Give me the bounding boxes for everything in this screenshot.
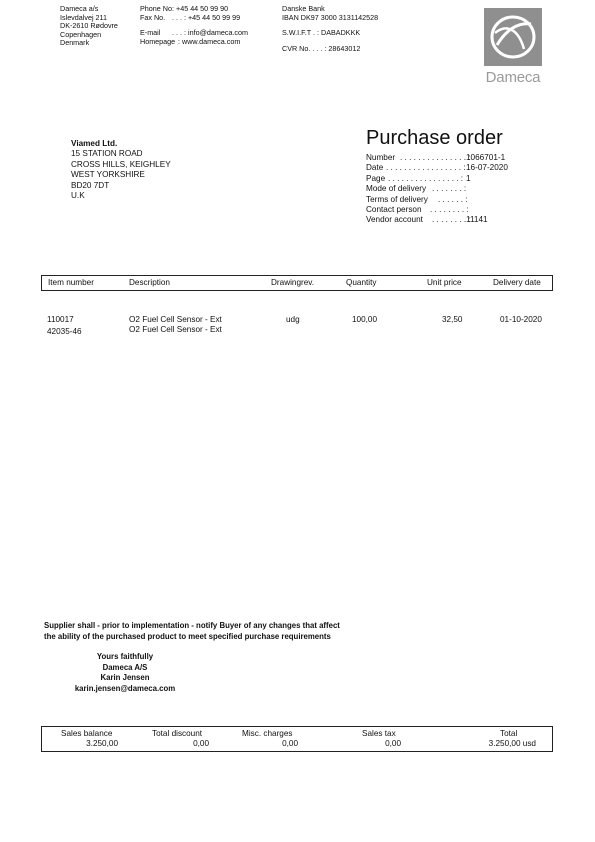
order-fields <box>366 153 508 226</box>
email-sep: . . . : <box>172 28 186 38</box>
swift-value: DABADKKK <box>321 28 361 38</box>
homepage-label: Homepage <box>140 36 176 46</box>
field-value: 11141 <box>466 215 488 225</box>
col-description: Description <box>129 278 170 287</box>
address-line: Dameca a/s <box>60 4 99 13</box>
signature-line: Yours faithfully <box>96 652 154 661</box>
order-field-date <box>366 163 508 173</box>
totals-value: 0,00 <box>282 739 298 748</box>
cell-drawing: udg <box>286 315 300 324</box>
supplier-notice <box>44 621 340 642</box>
totals-label: Sales tax <box>362 729 396 738</box>
col-drawing-rev: Drawingrev. <box>271 278 315 287</box>
company-address <box>60 5 118 48</box>
homepage-sep: : <box>178 36 180 46</box>
cell-delivery: 01-10-2020 <box>500 315 542 324</box>
field-dots: . . . . . . . : <box>432 184 467 194</box>
fax-value: +45 44 50 99 99 <box>187 12 241 22</box>
order-field-mode <box>366 184 508 194</box>
field-label: Vendor account <box>366 215 423 225</box>
totals-value: 0,00 <box>193 739 209 748</box>
field-label: Contact person <box>366 205 422 215</box>
order-field-vendor <box>366 215 508 225</box>
field-dots: . . . . . . : <box>438 194 468 204</box>
homepage-link[interactable]: www.dameca.com <box>182 36 241 46</box>
recipient-line: WEST YORKSHIRE <box>71 170 145 180</box>
field-dots: . . . . . . . . : <box>432 215 471 225</box>
company-contact <box>140 5 248 46</box>
address-line: Copenhagen <box>60 29 102 39</box>
bank-name: Danske Bank <box>282 4 325 13</box>
field-dots: . . . . . . . . . . . . . . . . : <box>388 173 464 183</box>
order-field-contact <box>366 205 508 215</box>
col-unit-price: Unit price <box>427 278 462 287</box>
signature-line: Dameca A/S <box>102 662 148 672</box>
email-label: E-mail <box>140 28 161 38</box>
field-label: Page <box>366 173 386 183</box>
cvr-row <box>282 45 378 54</box>
cvr-label: CVR No. <box>282 43 311 53</box>
recipient-line: CROSS HILLS, KEIGHLEY <box>71 159 171 169</box>
totals-value: 0,00 <box>385 739 401 748</box>
swift-label: S.W.I.F.T <box>282 28 312 38</box>
cvr-value: 28643012 <box>328 43 361 53</box>
field-label: Number <box>366 153 396 162</box>
phone-label: Phone No <box>140 4 172 13</box>
dameca-logo-icon <box>484 8 542 66</box>
field-label: Terms of delivery <box>366 194 428 204</box>
totals-value: 3.250,00 usd <box>488 739 536 748</box>
cell-quantity: 100,00 <box>352 315 378 324</box>
field-value: 1 <box>466 173 471 183</box>
cell-description: O2 Fuel Cell Sensor - Ext <box>129 325 222 334</box>
signature-line: Karin Jensen <box>100 673 150 683</box>
email-link[interactable]: info@dameca.com <box>187 28 249 38</box>
field-value: 16-07-2020 <box>466 163 508 173</box>
cell-description: O2 Fuel Cell Sensor - Ext <box>129 315 222 324</box>
fax-sep: . . . : <box>172 12 186 22</box>
totals-label: Misc. charges <box>242 729 293 738</box>
phone-value: +45 44 50 99 90 <box>176 4 229 13</box>
document-title: Purchase order <box>366 127 503 149</box>
fax-row <box>140 14 248 23</box>
totals-label: Sales balance <box>61 729 113 738</box>
field-dots: . . . . . . . . . . . . . . . . . : <box>386 163 466 173</box>
recipient-line: BD20 7DT <box>71 180 110 190</box>
totals-label: Total <box>500 729 518 738</box>
cell-item: 42035-46 <box>47 327 82 336</box>
bank-iban: IBAN DK97 3000 3131142528 <box>282 12 379 22</box>
address-line: Denmark <box>60 38 90 48</box>
field-label: Date <box>366 163 384 173</box>
notice-line: Supplier shall - prior to implementation - notify Buyer of any changes that affect <box>44 621 340 630</box>
swift-sep: . : <box>313 28 320 38</box>
address-line: Islevdalvej 211 <box>60 12 108 22</box>
logo-wordmark: Dameca <box>485 69 541 86</box>
field-dots: . . . . . . . . . . . . . . . : <box>400 153 471 162</box>
recipient-line: 15 STATION ROAD <box>71 149 143 159</box>
recipient-line: U.K <box>71 191 85 201</box>
order-field-terms <box>366 195 508 205</box>
cell-unit-price: 32,50 <box>442 315 463 324</box>
totals-value: 3.250,00 <box>86 739 118 748</box>
swift-row <box>282 29 378 38</box>
signature-email: karin.jensen@dameca.com <box>74 683 176 693</box>
bank-info <box>282 5 378 53</box>
totals-label: Total discount <box>152 729 203 738</box>
recipient-name: Viamed Ltd. <box>71 139 118 148</box>
signature-block <box>44 652 206 694</box>
recipient-address <box>71 139 171 201</box>
cell-item: 110017 <box>47 315 74 324</box>
notice-line: the ability of the purchased product to meet specified purchase requirements <box>44 631 331 641</box>
field-value: 1066701-1 <box>466 153 506 162</box>
field-label: Mode of delivery <box>366 184 427 194</box>
phone-sep: : <box>172 4 174 13</box>
homepage-row <box>140 38 248 47</box>
fax-label: Fax No. <box>140 12 166 22</box>
address-line: DK-2610 Rødovre <box>60 21 118 31</box>
order-field-page <box>366 174 508 184</box>
order-field-number <box>366 153 508 163</box>
cvr-sep: . . . : <box>312 43 327 53</box>
col-delivery-date: Delivery date <box>493 278 541 287</box>
col-item-number: Item number <box>48 278 94 287</box>
col-quantity: Quantity <box>346 278 377 287</box>
field-dots: . . . . . . . . : <box>430 205 469 215</box>
